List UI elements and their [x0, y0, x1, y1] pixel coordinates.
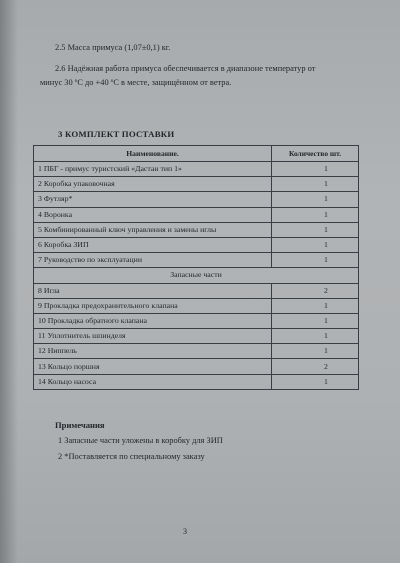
item-name: 12 Ниппель: [34, 344, 272, 359]
item-quantity: 1: [272, 222, 359, 237]
item-quantity: 1: [272, 374, 359, 389]
item-name: 4 Воронка: [34, 207, 272, 222]
item-quantity: 2: [272, 283, 359, 298]
item-name: 1 ПБГ - примус туристский «Дастан тип 1»: [34, 162, 272, 177]
table-row: [34, 329, 359, 344]
column-header-name: Наименование.: [34, 146, 272, 162]
item-quantity: 1: [272, 253, 359, 268]
item-quantity: 1: [272, 313, 359, 328]
item-name: 5 Комбинированный ключ управления и замены иглы: [34, 222, 272, 237]
item-name: 8 Игла: [34, 283, 272, 298]
item-name: 13 Кольцо поршня: [34, 359, 272, 374]
item-quantity: 1: [272, 162, 359, 177]
item-quantity: 1: [272, 344, 359, 359]
delivery-set-table: [33, 145, 359, 390]
section-title: 3 КОМПЛЕКТ ПОСТАВКИ: [58, 129, 175, 139]
table-row: [34, 237, 359, 252]
item-name: 10 Прокладка обратного клапана: [34, 313, 272, 328]
paragraph-2-6-line-1: 2.6 Надёжная работа примуса обеспечивается в диапазоне температур от: [55, 64, 316, 73]
table-row: [34, 177, 359, 192]
table-row: [34, 253, 359, 268]
item-name: 6 Коробка ЗИП: [34, 237, 272, 252]
table-row: [34, 298, 359, 313]
item-quantity: 1: [272, 207, 359, 222]
table-header-row: [34, 146, 359, 162]
table-row: [34, 283, 359, 298]
item-name: 7 Руководство по эксплуатации: [34, 253, 272, 268]
item-name: 14 Кольцо насоса: [34, 374, 272, 389]
item-name: 3 Футляр*: [34, 192, 272, 207]
table-row: [34, 359, 359, 374]
page-number: 3: [183, 527, 187, 536]
note-item: 2 *Поставляется по специальному заказу: [58, 452, 205, 461]
table-row: [34, 192, 359, 207]
page-edge-shadow: [0, 0, 18, 563]
table-row: [34, 222, 359, 237]
notes-title: Примечания: [55, 420, 105, 430]
item-name: 11 Уплотнитель шпинделя: [34, 329, 272, 344]
item-quantity: 1: [272, 237, 359, 252]
item-quantity: 1: [272, 177, 359, 192]
item-name: 2 Коробка упаковочная: [34, 177, 272, 192]
table-row: [34, 207, 359, 222]
note-item: 1 Запасные части уложены в коробку для ЗИП: [58, 436, 223, 445]
table-row: [34, 374, 359, 389]
table-row: [34, 162, 359, 177]
item-quantity: 1: [272, 192, 359, 207]
paragraph-2-5: 2.5 Масса примуса (1,07±0,1) кг.: [55, 43, 171, 52]
table-row: [34, 313, 359, 328]
item-quantity: 1: [272, 298, 359, 313]
paragraph-2-6-line-2: минус 30 ºС до +40 ºС в месте, защищённом от ветра.: [40, 78, 232, 87]
spare-parts-subheader-row: [34, 268, 359, 283]
item-quantity: 1: [272, 329, 359, 344]
table-row: [34, 344, 359, 359]
item-quantity: 2: [272, 359, 359, 374]
item-name: 9 Прокладка предохранительного клапана: [34, 298, 272, 313]
column-header-quantity: Количество шт.: [272, 146, 359, 162]
spare-parts-subheader: Запасные части: [34, 268, 359, 283]
